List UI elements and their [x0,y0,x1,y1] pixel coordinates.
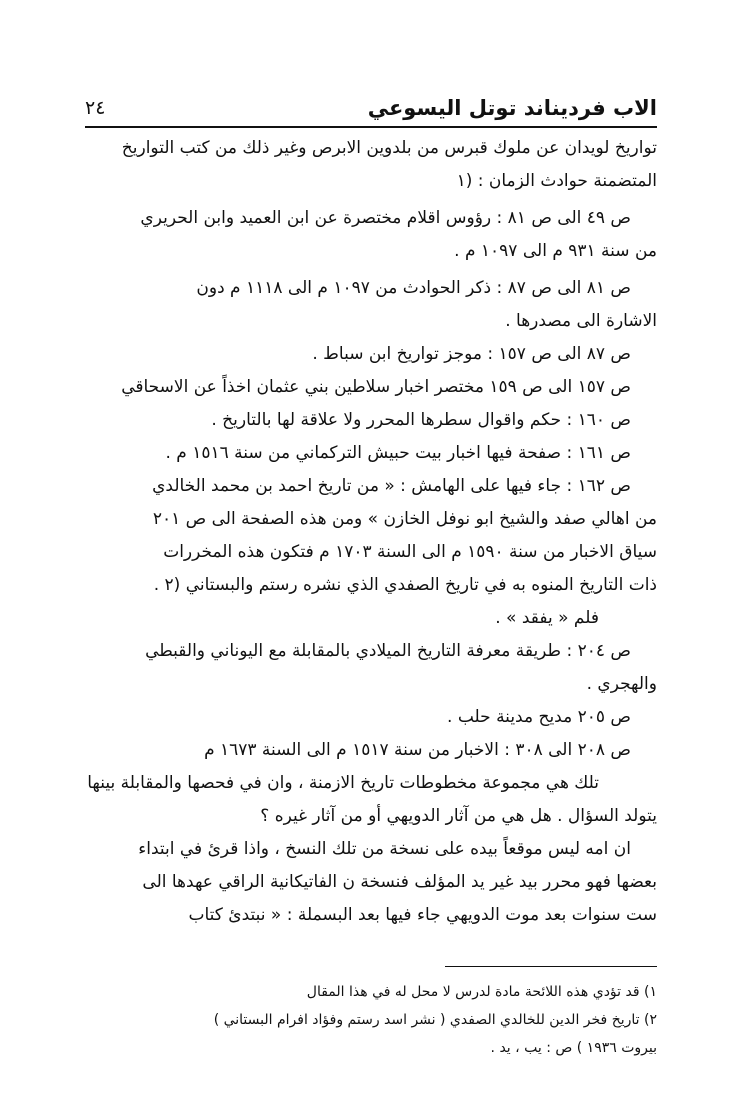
text-line: المتضمنة حوادث الزمان : (١ [456,171,657,191]
text-line: ص ٤٩ الى ص ٨١ : رؤوس اقلام مختصرة عن ابن العميد وابن الحريري [140,208,631,228]
text-line: تواريخ لويدان عن ملوك قبرس من بلدوين الابرص وغير ذلك من كتب التواريخ [121,138,657,158]
text-line: والهجري . [586,674,657,694]
text-line: ص ٢٠٤ : طريقة معرفة التاريخ الميلادي بالمقابلة مع اليوناني والقبطي [145,641,631,661]
footnotes [85,978,657,1062]
text-line: من سنة ٩٣١ م الى ١٠٩٧ م . [454,241,657,261]
text-line: ذات التاريخ المنوه به في تاريخ الصفدي الذي نشره رستم والبستاني (٢ . [153,575,657,595]
text-line: سياق الاخبار من سنة ١٥٩٠ م الى السنة ١٧٠٣ م فتكون هذه المخررات [163,542,657,562]
footnote: ٢) تاريخ فخر الدين للخالدي الصفدي ( نشر اسد رستم وفؤاد افرام البستاني ) [213,1012,657,1028]
text-line: ص ٢٠٥ مديح مدينة حلب . [447,707,631,727]
page-number: ٢٤ [85,97,106,119]
text-line: ص ١٦١ : صفحة فيها اخبار بيت حبيش التركماني من سنة ١٥١٦ م . [165,443,631,463]
text-line: من اهالي صفد والشيخ ابو نوفل الخازن » ومن هذه الصفحة الى ص ٢٠١ [152,509,657,529]
text-line: ص ٨١ الى ص ٨٧ : ذكر الحوادث من ١٠٩٧ م الى ١١١٨ م دون [196,278,631,298]
text-line: ص ١٥٧ الى ص ١٥٩ مختصر اخبار سلاطين بني عثمان اخذاً عن الاسحاقي [121,377,631,397]
body-text [85,132,657,932]
text-line: ان امه ليس موقعاً بيده على نسخة من تلك النسخ ، واذا قرئ في ابتداء [138,839,631,859]
footnote: ١) قد تؤدي هذه اللائحة مادة لدرس لا محل له في هذا المقال [306,984,657,1000]
text-line: ست سنوات بعد موت الدويهي جاء فيها بعد البسملة : « نبتدئ كتاب [188,905,657,925]
page-header [85,90,657,126]
text-line: الاشارة الى مصدرها . [505,311,657,331]
text-line: ص ٨٧ الى ص ١٥٧ : موجز تواريخ ابن سباط . [312,344,631,364]
text-line: ص ٢٠٨ الى ٣٠٨ : الاخبار من سنة ١٥١٧ م الى السنة ١٦٧٣ م [204,740,631,760]
text-line: يتولد السؤال . هل هي من آثار الدويهي أو من آثار غيره ؟ [260,806,657,826]
text-line: بعضها فهو محرر بيد غير يد المؤلف فنسخة ن الفاتيكانية الراقي عهدها الى [142,872,657,892]
text-line: ص ١٦٠ : حكم واقوال سطرها المحرر ولا علاقة لها بالتاريخ . [211,410,631,430]
header-rule [85,126,657,128]
running-title: الاب فرديناند توتل اليسوعي [367,96,657,120]
text-line: فلم « يفقد » . [495,608,599,628]
footnote-rule [445,966,657,967]
text-line: تلك هي مجموعة مخطوطات تاريخ الازمنة ، وان في فحصها والمقابلة بينها [87,773,599,793]
text-line: ص ١٦٢ : جاء فيها على الهامش : « من تاريخ احمد بن محمد الخالدي [152,476,631,496]
footnote: بيروت ١٩٣٦ ) ص : يب ، يد . [490,1040,657,1056]
